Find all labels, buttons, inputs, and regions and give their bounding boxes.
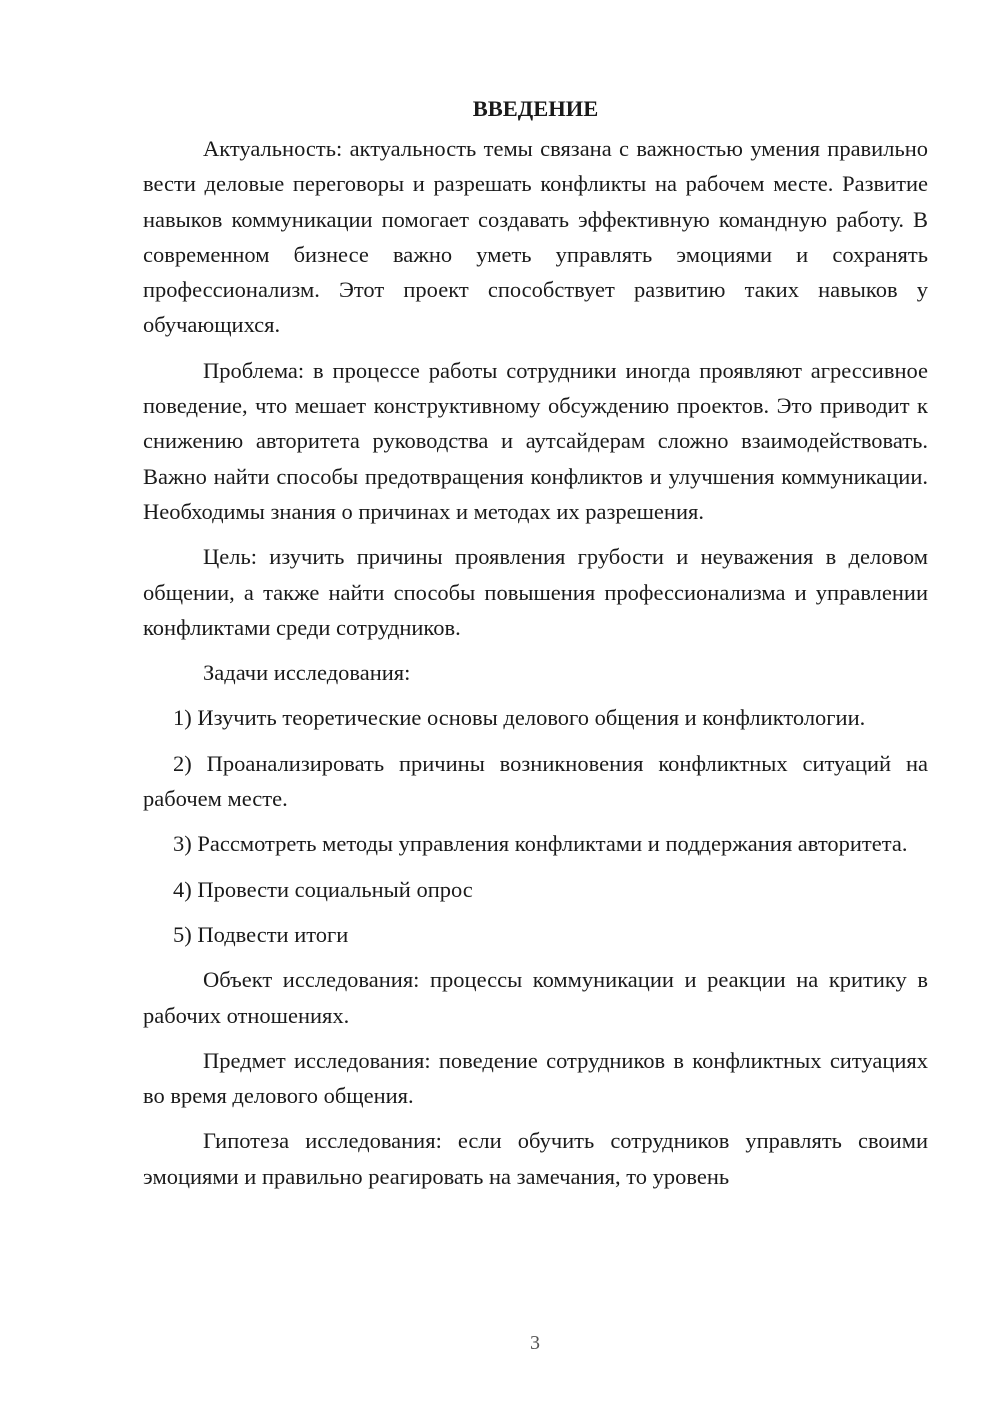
page-number: 3 bbox=[530, 1332, 540, 1354]
paragraph-hypothesis: Гипотеза исследования: если обучить сотрудников управлять своими эмоциями и правильно реагировать на замечания, то уровень bbox=[143, 1128, 928, 1189]
paragraph-subject: Предмет исследования: поведение сотрудников в конфликтных ситуациях во время делового общения. bbox=[143, 1047, 928, 1109]
paragraph-relevance: Актуальность: актуальность темы связана с важностью умения правильно вести деловые переговоры и разрешать конфликты на рабочем месте. Развитие навыков коммуникации помогает создавать эффективную командную работу. В современном бизнесе важно уметь управлять эмоциями и сохранять профессионализм. Этот проект способствует развитию таких навыков у обучающихся. bbox=[143, 136, 928, 338]
task-item-3: 3) Рассмотреть методы управления конфликтами и поддержания авторитета. bbox=[173, 831, 908, 857]
task-item-4: 4) Провести социальный опрос bbox=[173, 876, 473, 902]
section-title: ВВЕДЕНИЕ bbox=[472, 96, 599, 121]
task-item-5: 5) Подвести итоги bbox=[173, 921, 349, 947]
paragraph-problem: Проблема: в процессе работы сотрудники иногда проявляют агрессивное поведение, что мешает конструктивному обсуждению проектов. Это приводит к снижению авторитета руководства и аутсайдерам сложно взаимодействовать. Важно найти способы предотвращения конфликтов и улучшения коммуникации. Необходимы знания о причинах и методах их разрешения. bbox=[143, 357, 928, 524]
paragraph-tasks-heading: Задачи исследования: bbox=[203, 660, 411, 686]
task-item-2: 2) Проанализировать причины возникновения конфликтных ситуаций на рабочем месте. bbox=[143, 750, 928, 812]
task-item-1: 1) Изучить теоретические основы делового общения и конфликтологии. bbox=[173, 705, 866, 731]
document-page bbox=[143, 92, 928, 1204]
paragraph-object: Объект исследования: процессы коммуникации и реакции на критику в рабочих отношениях. bbox=[143, 967, 928, 1028]
paragraph-goal: Цель: изучить причины проявления грубости и неуважения в деловом общении, а также найти способы повышения профессионализма и управлении конфликтами среди сотрудников. bbox=[143, 544, 928, 640]
